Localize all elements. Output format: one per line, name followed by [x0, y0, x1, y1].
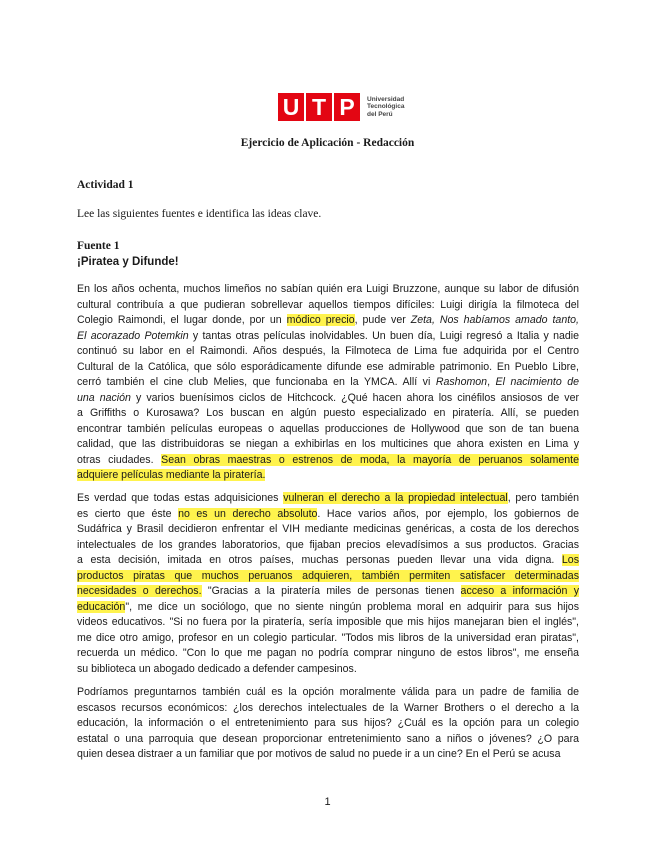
highlighted-text: adquiere películas mediante la piratería. — [77, 469, 266, 481]
text-line — [77, 468, 579, 484]
text-segment: recuerda un médico. "Con lo que me pagan no podría comprar ninguno de estos libros", me enseña — [77, 647, 579, 659]
text-line — [77, 600, 579, 616]
page-number: 1 — [324, 796, 331, 808]
text-segment: Sudáfrica y Brasil decidieron enfrentar el VIH mediante medicinas genéricas, a costa de los derechos — [77, 523, 579, 535]
text-segment: , pero también — [507, 492, 579, 504]
text-line — [77, 553, 579, 569]
logo-line-1: Universidad — [367, 95, 405, 103]
text-line — [77, 329, 579, 345]
text-line — [77, 491, 579, 507]
text-segment: Zeta, Nos habíamos amado tanto, — [410, 314, 579, 326]
text-segment: una nación — [77, 391, 131, 404]
logo-line-2: Tecnológica — [367, 103, 405, 111]
text-segment: estatal o una parroquia que desean proporcionar entretenimiento sano a niños o jóvenes? ¿O para — [77, 732, 579, 745]
text-line — [77, 437, 579, 453]
text-line — [77, 391, 579, 407]
text-line — [77, 584, 579, 600]
text-segment: videos educativos. "Si no fuera por la piratería, sería imposible que mis hijos manejaran bien el inglés", — [77, 616, 579, 628]
highlighted-text: necesidades o derechos. — [77, 585, 202, 597]
text-line — [77, 507, 579, 523]
text-line — [77, 662, 579, 678]
text-segment: . Hace varios años, por ejemplo, los gobiernos de — [317, 507, 579, 520]
activity-heading: Actividad 1 — [77, 179, 134, 191]
text-segment: encontrar también películas europeas o aquellas producciones de Hollywood que son de tan buena — [77, 422, 579, 435]
text-line — [77, 747, 579, 763]
text-line — [77, 538, 579, 554]
logo-line-3: del Perú — [367, 110, 393, 118]
text-line — [77, 422, 579, 438]
text-segment: El acorazado Potemkin — [77, 329, 189, 342]
text-segment: cerró también el cine club Melies, que funcionaba en la YMCA. Allí vi — [77, 376, 436, 388]
text-segment: es cierto que éste — [77, 507, 179, 520]
document-title: Ejercicio de Aplicación - Redacción — [240, 137, 415, 149]
highlighted-text: acceso a información y — [460, 585, 579, 597]
text-segment: otras ciudades. — [77, 453, 162, 466]
text-line — [77, 453, 579, 469]
text-segment: En los años ochenta, muchos limeños no sabían quién era Luigi Bruzzone, aunque su labor de difusión — [77, 283, 579, 295]
text-segment: y tantas otras películas inolvidables. Un buen día, Luigi regresó a Italia y nadie — [188, 329, 579, 342]
highlighted-text: productos piratas que muchos peruanos adquieren, también permiten satisfacer determinadas — [77, 569, 579, 582]
text-line — [77, 685, 579, 701]
text-segment: a esta decisión, imitada en otros países, muchas personas pueden llevar una vida digna. — [77, 554, 562, 566]
text-segment: calidad, que las distribuidoras se niegan a exhibirlas en los multicines que ahora existen en Lima y — [77, 438, 579, 450]
text-line — [77, 569, 579, 585]
text-segment: a Griffiths o Kurosawa? Los buscan en algún puesto especializado en piratería. Allí, se pueden — [77, 407, 579, 419]
text-line — [77, 375, 579, 391]
text-line — [77, 615, 579, 631]
text-line — [77, 701, 579, 717]
text-segment: Es verdad que todas estas adquisiciones — [77, 492, 284, 504]
source-label: Fuente 1 — [77, 240, 120, 252]
text-segment: intelectuales de los grandes laboratorios, que fijaban precios elevadísimos a sus productos. Gracias — [77, 538, 579, 551]
logo-university-name — [367, 96, 404, 118]
logo-letter-p: P — [334, 93, 360, 121]
text-segment: y varios buenísimos ciclos de Hitchcock. ¿Qué hacen ahora los cinéfilos ansiosos de ver — [130, 391, 579, 404]
text-segment: Podríamos preguntarnos también cuál es la opción moralmente válida para un padre de familia de — [77, 686, 579, 698]
text-line — [77, 406, 579, 422]
text-segment: ", me dice un sociólogo, que no siente ningún problema moral en adquirir para sus hijos — [125, 600, 579, 613]
instruction-text: Lee las siguientes fuentes e identifica las ideas clave. — [77, 208, 322, 220]
text-line — [77, 298, 579, 314]
text-segment: El nacimiento de — [495, 376, 580, 388]
text-segment: , — [487, 376, 496, 388]
logo-letter-u: U — [278, 93, 304, 121]
text-line — [77, 522, 579, 538]
text-segment: "Gracias a la piratería miles de personas tienen — [201, 585, 461, 597]
text-segment: , pude ver — [354, 314, 411, 326]
text-line — [77, 282, 579, 298]
text-segment: educación, la información o el entretenimiento para sus hijos? ¿Cuál es la opción para un colegio — [77, 717, 579, 729]
text-segment: cultural contribuía a que pudieran sobrellevar aquellos tiempos difíciles: Luigi dirigía la filmoteca del — [77, 298, 579, 311]
highlighted-text: no es un derecho absoluto — [178, 507, 318, 520]
text-segment: continuó su labor en el Raimondi. Años después, la Filmoteca de Lima fue adquirida por el Centro — [77, 345, 579, 357]
text-line — [77, 631, 579, 647]
highlighted-text: vulneran el derecho a la propiedad intelectual — [283, 492, 508, 504]
paragraph-1 — [77, 282, 579, 484]
text-segment: Rashomon — [435, 376, 488, 388]
text-segment: quien desea distraer a un familiar que por motivos de salud no puede ir a un cine? En el Perú se acusa — [77, 748, 561, 760]
text-segment: me dice otro amigo, profesor en un colegio particular. "Todos mis libros de la universidad eran piratas", — [77, 631, 579, 644]
text-line — [77, 313, 579, 329]
text-line — [77, 344, 579, 360]
text-segment: escasos recursos económicos: ¿los derechos intelectuales de la Warner Brothers o el derecho a la — [77, 701, 579, 714]
paragraph-2 — [77, 491, 579, 677]
text-line — [77, 716, 579, 732]
text-line — [77, 646, 579, 662]
source-title: ¡Piratea y Difunde! — [77, 256, 179, 268]
text-segment: Colegio Raimondi, el lugar donde, por un — [77, 314, 287, 326]
text-segment: su biblioteca un abogado dedicado a defender campesinos. — [77, 662, 357, 675]
highlighted-text: educación — [77, 600, 126, 613]
highlighted-text: módico precio — [286, 314, 355, 326]
logo-letter-t: T — [306, 93, 332, 121]
text-line — [77, 360, 579, 376]
highlighted-text: Sean obras maestras o estrenos de moda, la mayoría de peruanos solamente — [161, 453, 580, 466]
text-line — [77, 732, 579, 748]
paragraph-3 — [77, 685, 579, 763]
utp-logo — [278, 92, 404, 122]
highlighted-text: Los — [561, 554, 579, 566]
text-segment: Cultural de la Católica, que sólo esporádicamente difunde ese admirable patrimonio. En Pueblo Libre, — [77, 360, 579, 373]
